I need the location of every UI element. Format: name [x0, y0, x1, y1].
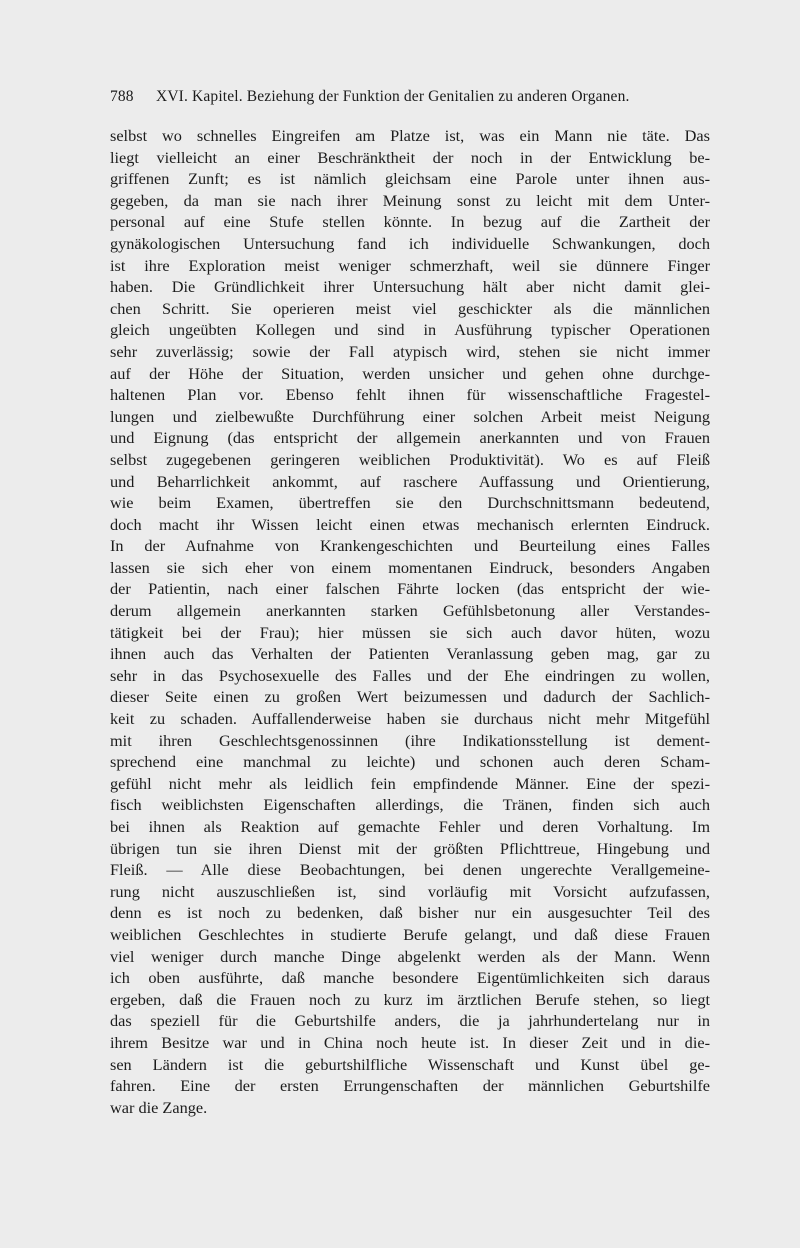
text-line: rung nicht auszuschließen ist, sind vorläufig mit Vorsicht aufzufassen, — [110, 881, 710, 901]
text-line: übrigen tun sie ihren Dienst mit der größten Pflichttreue, Hingebung und — [110, 838, 710, 858]
page-number: 788 — [110, 88, 134, 105]
text-line: war die Zange. — [110, 1097, 208, 1117]
text-line: gleich ungeübten Kollegen und sind in Ausführung typischer Operationen — [110, 320, 710, 340]
text-line: und Beharrlichkeit ankommt, auf raschere Auffassung und Orientierung, — [110, 471, 710, 491]
text-line: auf der Höhe der Situation, werden unsicher und gehen ohne durchge- — [110, 363, 710, 383]
text-line: sehr zuverlässig; sowie der Fall atypisch wird, stehen sie nicht immer — [110, 341, 710, 361]
text-line: selbst wo schnelles Eingreifen am Platze ist, was ein Mann nie täte. Das — [110, 126, 710, 145]
text-line: ihrem Besitze war und in China noch heute ist. In dieser Zeit und in die- — [110, 1032, 710, 1052]
text-line: fisch weiblichsten Eigenschaften allerdings, die Tränen, finden sich auch — [110, 795, 710, 815]
text-line: liegt vielleicht an einer Beschränktheit der noch in der Entwicklung be- — [110, 147, 710, 167]
text-line: sehr in das Psychosexuelle des Falles und der Ehe eindringen zu wollen, — [110, 665, 710, 685]
text-line: das speziell für die Geburtshilfe anders, die ja jahrhundertelang nur in — [110, 1011, 710, 1031]
text-line: ich oben ausführte, daß manche besondere Eigentümlichkeiten sich daraus — [110, 968, 710, 988]
text-line: mit ihren Geschlechtsgenossinnen (ihre Indikationsstellung ist dement- — [110, 730, 710, 750]
text-line: tätigkeit bei der Frau); hier müssen sie sich auch davor hüten, wozu — [110, 622, 710, 642]
text-line: wie beim Examen, übertreffen sie den Durchschnittsmann bedeutend, — [110, 493, 710, 513]
text-line: sen Ländern ist die geburtshilfliche Wissenschaft und Kunst übel ge- — [110, 1054, 710, 1074]
text-line: sprechend eine manchmal zu leichte) und schonen auch deren Scham- — [110, 752, 710, 772]
text-line: fahren. Eine der ersten Errungenschaften der männlichen Geburtshilfe — [110, 1076, 710, 1096]
text-line: personal auf eine Stufe stellen könnte. In bezug auf die Zartheit der — [110, 212, 710, 232]
text-line: griffenen Zunft; es ist nämlich gleichsam eine Parole unter ihnen aus- — [110, 169, 710, 189]
text-line: gefühl nicht mehr als leidlich fein empfindende Männer. Eine der spezi- — [110, 773, 710, 793]
text-line: viel weniger durch manche Dinge abgelenkt werden als der Mann. Wenn — [110, 946, 710, 966]
text-line: ergeben, daß die Frauen noch zu kurz im ärztlichen Berufe stehen, so liegt — [110, 989, 710, 1009]
running-title: XVI. Kapitel. Beziehung der Funktion der Genitalien zu anderen Organen. — [156, 88, 630, 105]
text-line: lassen sie sich eher von einem momentanen Eindruck, besonders Angaben — [110, 557, 710, 577]
text-line: lungen und zielbewußte Durchführung einer solchen Arbeit meist Neigung — [110, 406, 710, 426]
text-line: gynäkologischen Untersuchung fand ich individuelle Schwankungen, doch — [110, 233, 710, 253]
text-line: haltenen Plan vor. Ebenso fehlt ihnen für wissenschaftliche Fragestel- — [110, 385, 710, 405]
text-line: gegeben, da man sie nach ihrer Meinung sonst zu leicht mit dem Unter- — [110, 190, 710, 210]
text-line: haben. Die Gründlichkeit ihrer Untersuchung hält aber nicht damit glei- — [110, 277, 710, 297]
text-line: dieser Seite einen zu großen Wert beizumessen und dadurch der Sachlich- — [110, 687, 710, 707]
text-line: doch macht ihr Wissen leicht einen etwas mechanisch erlernten Eindruck. — [110, 514, 710, 534]
text-line: bei ihnen als Reaktion auf gemachte Fehler und deren Vorhaltung. Im — [110, 817, 710, 836]
running-header — [110, 88, 670, 106]
text-line: der Patientin, nach einer falschen Fährte locken (das entspricht der wie- — [110, 579, 710, 599]
text-line: keit zu schaden. Auffallenderweise haben sie durchaus nicht mehr Mitgefühl — [110, 709, 710, 729]
text-line: und Eignung (das entspricht der allgemein anerkannten und von Frauen — [110, 428, 710, 448]
text-line: chen Schritt. Sie operieren meist viel geschickter als die männlichen — [110, 298, 710, 318]
body-paragraph — [110, 125, 710, 1118]
text-line: Fleiß. — Alle diese Beobachtungen, bei denen ungerechte Verallgemeine- — [110, 860, 710, 880]
text-line: weiblichen Geschlechtes in studierte Berufe gelangt, und daß diese Frauen — [110, 924, 710, 944]
text-line: ist ihre Exploration meist weniger schmerzhaft, weil sie dünnere Finger — [110, 255, 710, 275]
text-line: ihnen auch das Verhalten der Patienten Veranlassung geben mag, gar zu — [110, 644, 710, 664]
text-line: selbst zugegebenen geringeren weiblichen Produktivität). Wo es auf Fleiß — [110, 449, 710, 469]
text-line: In der Aufnahme von Krankengeschichten und Beurteilung eines Falles — [110, 536, 710, 556]
text-line: derum allgemein anerkannten starken Gefühlsbetonung aller Verstandes- — [110, 601, 710, 621]
text-line: denn es ist noch zu bedenken, daß bisher nur ein ausgesuchter Teil des — [110, 903, 710, 923]
